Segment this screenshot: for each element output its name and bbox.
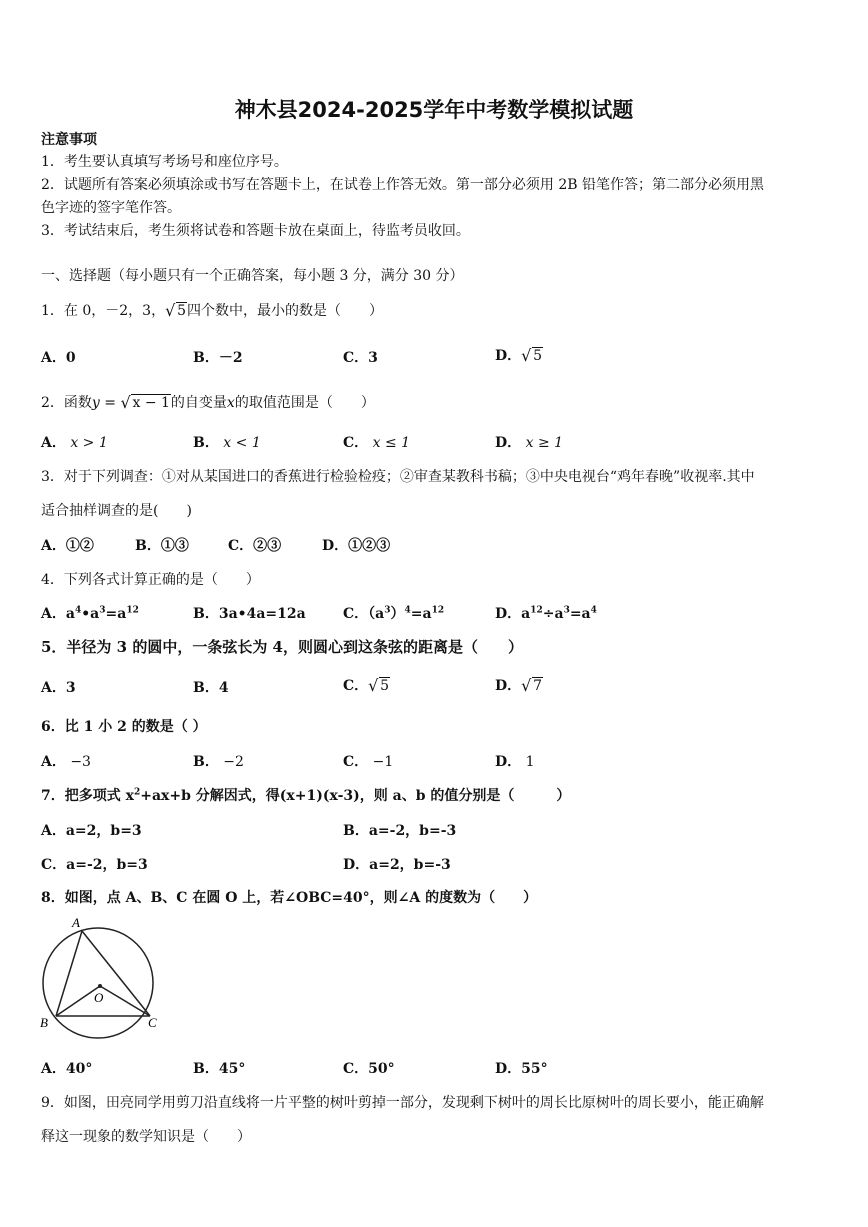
q7-option-a[interactable]: A．a=2，b=3 (41, 823, 142, 839)
q1-option-c[interactable]: C．3 (343, 350, 378, 366)
q4-c-text2: ） (390, 606, 405, 622)
q7-option-d[interactable]: D．a=2，b=-3 (343, 857, 451, 873)
q3-option-c[interactable]: C．②③ (228, 538, 282, 554)
q6-option-d[interactable] (495, 751, 535, 771)
q6-option-b-label: B． (193, 754, 219, 770)
question-1-stem (41, 300, 383, 320)
q6-option-c-label: C． (343, 754, 369, 770)
question-5-stem: 5．半径为 3 的圆中，一条弦长为 4，则圆心到这条弦的距离是（ ） (41, 638, 523, 656)
q5-option-b[interactable]: B．4 (193, 680, 229, 696)
question-6-stem: 6．比 1 小 2 的数是（ ） (41, 719, 207, 735)
q1-option-b[interactable]: B．－2 (193, 350, 243, 366)
label-a: A (72, 915, 80, 930)
q2-option-a-label: A． (41, 435, 66, 451)
q8-option-b[interactable]: B．45° (193, 1061, 246, 1077)
q4-option-c[interactable] (343, 603, 444, 623)
q1-option-a[interactable]: A．0 (41, 350, 76, 366)
q4-d-text2: ÷a (542, 606, 564, 622)
question-8-stem: 8．如图，点 A、B、C 在圆 O 上，若∠OBC=40°，则∠A 的度数为（ ） (41, 890, 538, 906)
q2-stem-post: 的取值范围是（ ） (234, 395, 375, 411)
q7-option-b[interactable]: B．a=-2，b=-3 (343, 823, 457, 839)
label-b: B (40, 1015, 48, 1030)
q4-a-text3: =a (105, 606, 127, 622)
notice-item-2-cont: 色字迹的签字笔作答。 (41, 200, 181, 216)
q7-stem-sup: 2 (133, 787, 141, 798)
q2-var-y: y (91, 395, 100, 411)
sqrt-symbol: √ 5 (368, 676, 390, 695)
label-c: C (148, 1015, 157, 1030)
question-2-stem (41, 392, 375, 412)
q1-stem-post: 四个数中，最小的数是（ ） (187, 303, 384, 319)
q4-option-d[interactable] (495, 603, 597, 623)
q1-stem-radicand: 5 (177, 303, 187, 319)
q2-option-c[interactable] (343, 432, 410, 452)
notice-item-3: 3．考试结束后，考生须将试卷和答题卡放在桌面上，待监考员收回。 (41, 223, 470, 239)
q8-option-a[interactable]: A．40° (41, 1061, 93, 1077)
q4-d-text1: D．a (495, 606, 531, 622)
label-o: O (94, 990, 104, 1005)
question-4-stem: 4．下列各式计算正确的是（ ） (41, 572, 260, 588)
question-3-stem-line1: 3．对于下列调查：①对从某国进口的香蕉进行检验检疫；②审查某教科书稿；③中央电视台“鸡年春晚”收视率.其中 (41, 469, 755, 485)
q5-option-c-label: C． (343, 678, 369, 694)
sqrt-symbol: √ 7 (521, 676, 543, 695)
question-9-stem-line1: 9．如图，田亮同学用剪刀沿直线将一片平整的树叶剪掉一部分，发现剩下树叶的周长比原树叶的周长要小，能正确解 (41, 1095, 764, 1111)
q4-c-sup3: 12 (431, 605, 445, 616)
page-title: 神木县2024-2025学年中考数学模拟试题 (234, 98, 634, 122)
q7-stem-pre: 7．把多项式 x (41, 788, 134, 804)
q5-option-d-label: D． (495, 678, 522, 694)
segment-oc (100, 986, 150, 1016)
q4-a-sup3: 12 (126, 605, 139, 616)
notice-item-2: 2．试题所有答案必须填涂或书写在答题卡上，在试卷上作答无效。第一部分必须用 2B 铅笔作答；第二部分必须用黑 (41, 177, 764, 193)
circle-figure (38, 913, 162, 1043)
q5-option-c-radicand: 5 (380, 678, 390, 694)
q4-d-sup2: 3 (563, 605, 570, 616)
question-7-stem (41, 785, 570, 805)
q8-option-d[interactable]: D．55° (495, 1061, 548, 1077)
q6-option-a-value: −3 (70, 754, 91, 770)
sqrt-symbol: √ 5 (521, 346, 543, 365)
q2-option-d-label: D． (495, 435, 522, 451)
sqrt-symbol: √ 5 (165, 301, 187, 320)
q2-option-d[interactable] (495, 432, 563, 452)
notice-item-1: 1．考生要认真填写考场号和座位序号。 (41, 154, 288, 170)
q4-c-sup2: 4 (404, 605, 411, 616)
q4-d-sup1: 12 (530, 605, 543, 616)
q2-eq: = (99, 395, 121, 411)
segment-ac (82, 931, 150, 1016)
q2-option-b[interactable] (193, 432, 261, 452)
q5-option-d[interactable] (495, 675, 543, 695)
q3-option-d[interactable]: D．①②③ (322, 538, 391, 554)
q2-option-a-value: x > 1 (70, 435, 108, 451)
q6-option-d-label: D． (495, 754, 522, 770)
question-3-stem-line2: 适合抽样调查的是( ) (41, 503, 192, 519)
q1-option-d[interactable] (495, 345, 543, 365)
q4-c-text1: C．（a (343, 606, 385, 622)
q2-option-b-label: B． (193, 435, 219, 451)
q2-option-a[interactable] (41, 432, 108, 452)
q4-a-text2: •a (81, 606, 100, 622)
q4-option-a[interactable] (41, 603, 139, 623)
q1-option-d-radicand: 5 (533, 348, 543, 364)
q8-option-c[interactable]: C．50° (343, 1061, 395, 1077)
q5-option-a[interactable]: A．3 (41, 680, 76, 696)
q4-d-text3: =a (569, 606, 591, 622)
q7-option-c[interactable]: C．a=-2，b=3 (41, 857, 148, 873)
center-dot (98, 984, 102, 988)
q1-stem-pre: 1．在 0，－2，3， (41, 303, 166, 319)
q2-var-x: x (226, 395, 235, 411)
q6-option-c-value: −1 (372, 754, 394, 770)
notice-heading: 注意事项 (41, 132, 97, 148)
q2-option-b-value: x < 1 (223, 435, 261, 451)
sqrt-symbol: √ x − 1 (120, 393, 170, 412)
q5-option-c[interactable] (343, 675, 390, 695)
q6-option-b-value: −2 (223, 754, 244, 770)
q7-stem-post: +ax+b 分解因式，得(x+1)(x-3)，则 a、b 的值分别是（ ） (140, 788, 571, 804)
q2-stem-mid: 的自变量 (170, 395, 227, 411)
circle-o (43, 928, 153, 1038)
q6-option-a-label: A． (41, 754, 66, 770)
q5-option-d-radicand: 7 (533, 678, 543, 694)
q1-option-d-label: D． (495, 348, 522, 364)
q4-d-sup3: 4 (590, 605, 597, 616)
q6-option-c[interactable] (343, 751, 393, 771)
q6-option-b[interactable] (193, 751, 244, 771)
q4-c-text3: =a (410, 606, 432, 622)
q6-option-a[interactable] (41, 751, 91, 771)
q2-option-d-value: x ≥ 1 (525, 435, 564, 451)
q4-a-sup1: 4 (74, 605, 82, 616)
q3-option-a[interactable]: A．①② (41, 538, 94, 554)
question-9-stem-line2: 释这一现象的数学知识是（ ） (41, 1129, 251, 1145)
q4-a-sup2: 3 (99, 605, 106, 616)
q3-option-b[interactable]: B．①③ (135, 538, 189, 554)
q4-option-b[interactable]: B．3a•4a=12a (193, 606, 306, 622)
q2-option-c-label: C． (343, 435, 369, 451)
section-heading: 一、选择题（每小题只有一个正确答案，每小题 3 分，满分 30 分） (41, 268, 464, 284)
q2-stem-pre: 2．函数 (41, 395, 92, 411)
q6-option-d-value: 1 (525, 754, 535, 770)
q2-radicand: x − 1 (132, 395, 170, 411)
q2-option-c-value: x ≤ 1 (372, 435, 411, 451)
q4-c-sup1: 3 (384, 605, 391, 616)
q4-a-text1: A．a (41, 606, 75, 622)
